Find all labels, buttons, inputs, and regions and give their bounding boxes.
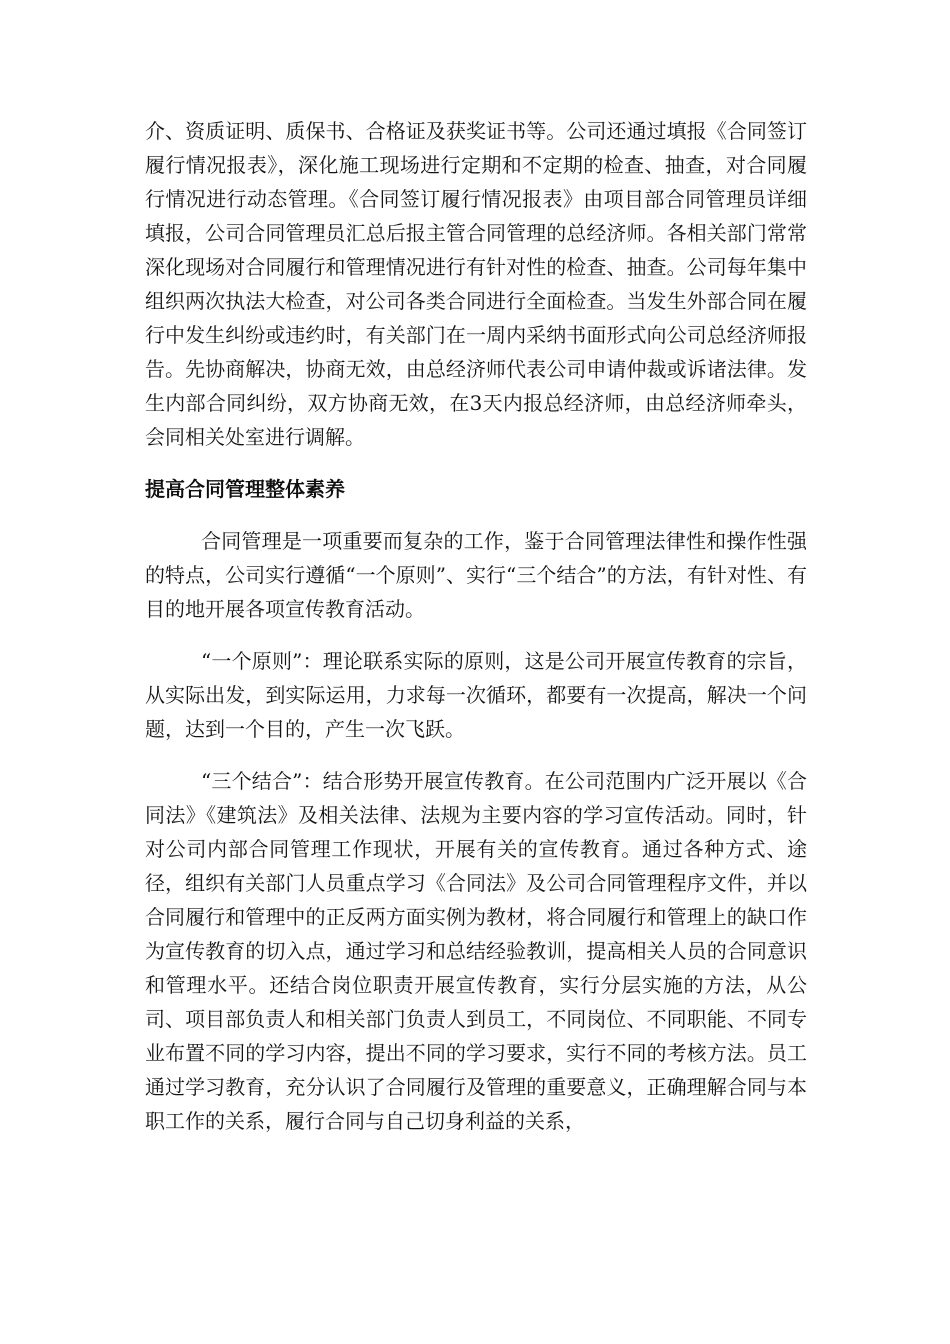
paragraph-intro: 合同管理是一项重要而复杂的工作，鉴于合同管理法律性和操作性强的特点，公司实行遵循“一个原则”、实行“三个结合”的方法，有针对性、有目的地开展各项宣传教育活动。 [145,529,807,621]
document-body [145,114,807,1138]
paragraph-contract-supervision: 介、资质证明、质保书、合格证及获奖证书等。公司还通过填报《合同签订履行情况报表》，深化施工现场进行定期和不定期的检查、抽查，对合同履行情况进行动态管理。《合同签订履行情况报表》由项目部合同管理员详细填报，公司合同管理员汇总后报主管合同管理的总经济师。各相关部门常常深化现场对合同履行和管理情况进行有针对性的检查、抽查。公司每年集中组织两次执法大检查，对公司各类合同进行全面检查。当发生外部合同在履行中发生纠纷或违约时，有关部门在一周内采纳书面形式向公司总经济师报告。先协商解决，协商无效，由总经济师代表公司申请仲裁或诉诸法律。发生内部合同纠纷，双方协商无效，在3天内报总经济师，由总经济师牵头，会同相关处室进行调解。 [145,119,807,449]
paragraph-one-principle: “一个原则”：理论联系实际的原则，这是公司开展宣传教育的宗旨，从实际出发，到实际运用，力求每一次循环，都要有一次提高，解决一个问题，达到一个目的，产生一次飞跃。 [145,649,807,741]
paragraph-three-combinations: “三个结合”：结合形势开展宣传教育。在公司范围内广泛开展以《合同法》《建筑法》及相关法律、法规为主要内容的学习宣传活动。同时，针对公司内部合同管理工作现状，开展有关的宣传教育。通过各种方式、途径，组织有关部门人员重点学习《合同法》及公司合同管理程序文件，并以合同履行和管理中的正反两方面实例为教材，将合同履行和管理上的缺口作为宣传教育的切入点，通过学习和总结经验教训，提高相关人员的合同意识和管理水平。还结合岗位职责开展宣传教育，实行分层实施的方法，从公司、项目部负责人和相关部门负责人到员工，不同岗位、不同职能、不同专业布置不同的学习内容，提出不同的学习要求，实行不同的考核方法。员工通过学习教育，充分认识了合同履行及管理的重要意义，正确理解合同与本职工作的关系，履行合同与自己切身利益的关系， [145,769,807,1133]
section-heading: 提高合同管理整体素养 [145,477,345,501]
